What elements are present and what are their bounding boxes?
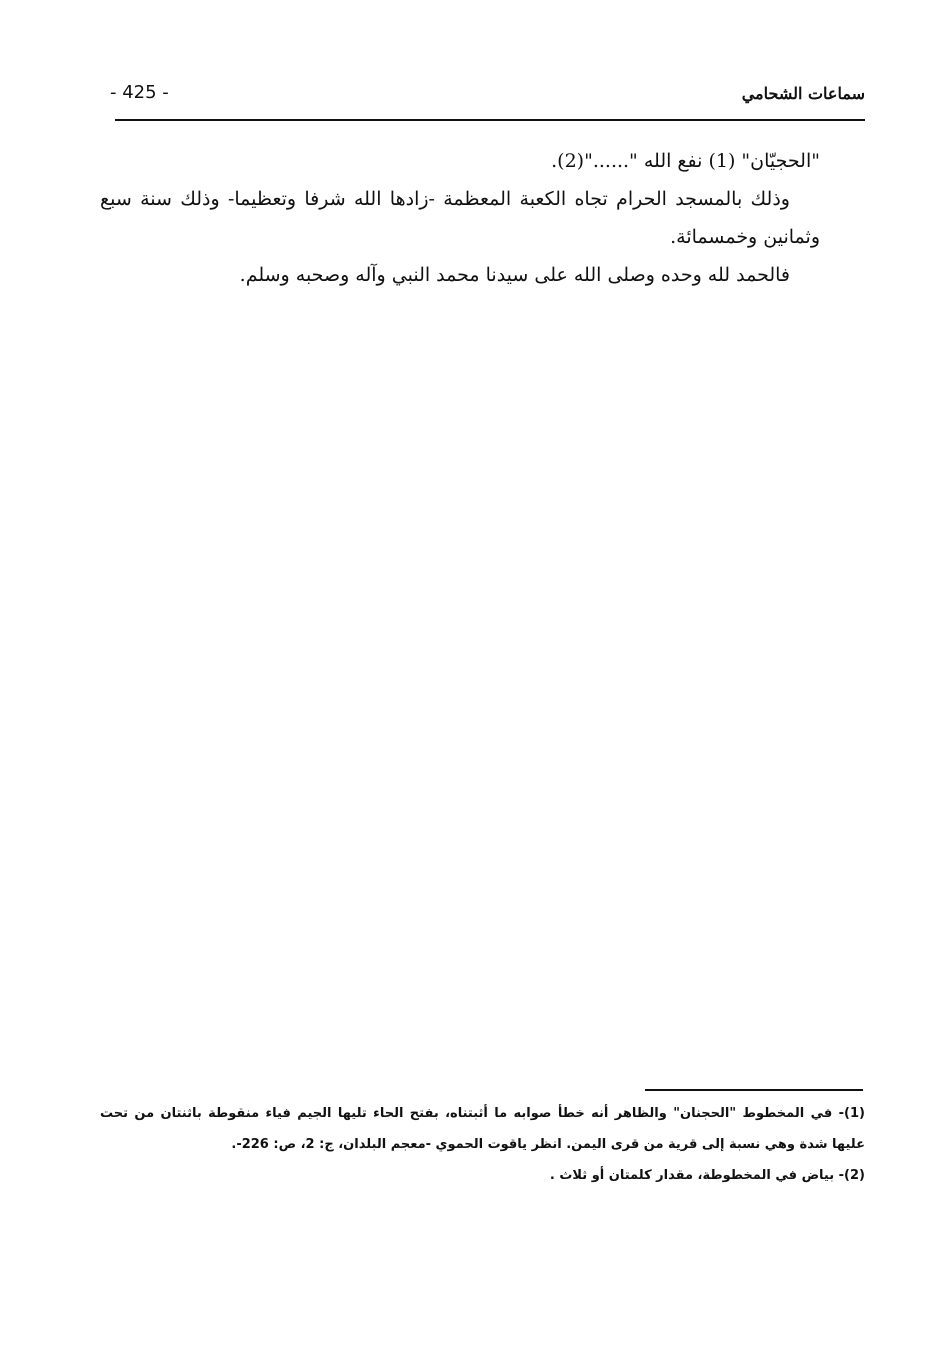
footnote-1: (1)- في المخطوط "الحجنان" والظاهر أنه خطأ صوابه ما أثبتناه، بفتح الحاء تليها الجيم فياء منقوطة باثنتان من تحت عليها شدة وهي نسبة إلى قرية من قرى اليمن. انظر ياقوت الحموي -معجم البلدان، ج: 2، ص: 226-. bbox=[100, 1106, 865, 1152]
page-number: - 425 - bbox=[110, 82, 169, 103]
running-title: سماعات الشحامي bbox=[741, 84, 865, 103]
paragraph-3: فالحمد لله وحده وصلى الله على سيدنا محمد النبي وآله وصحبه وسلم. bbox=[239, 264, 790, 286]
running-header bbox=[110, 78, 865, 112]
footnotes bbox=[100, 1098, 865, 1191]
main-text bbox=[100, 142, 820, 294]
footnote-separator bbox=[645, 1089, 863, 1091]
footnote-2: (2)- بياض في المخطوطة، مقدار كلمتان أو ثلاث . bbox=[549, 1168, 865, 1183]
header-rule bbox=[115, 119, 865, 121]
paragraph-2: وذلك بالمسجد الحرام تجاه الكعبة المعظمة -زادها الله شرفا وتعظيما- وذلك سنة سبع وثمانين وخمسمائة. bbox=[100, 188, 820, 248]
paragraph-1: "الحجيّان" (1) نفع الله "......"(2). bbox=[551, 150, 820, 172]
